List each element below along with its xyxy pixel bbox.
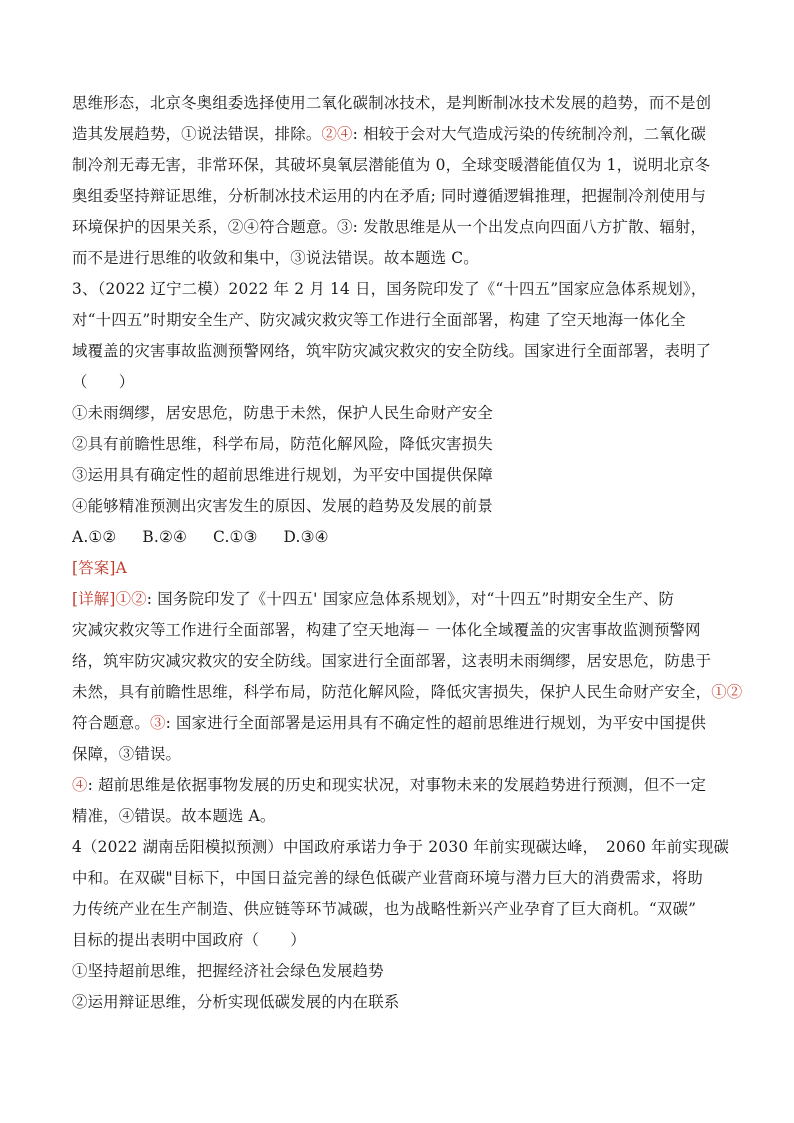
question-stem-line: 力传统产业在生产制造、供应链等环节减碳，也为战略性新兴产业孕育了巨大商机。“双碳” [72, 900, 697, 918]
option-item: ②运用辩证思维，分析实现低碳发展的内在联系 [72, 993, 400, 1011]
question-stem-line: （ ） [72, 373, 135, 391]
explanation-line: 制冷剂无毒无害，非常环保，其破坏臭氧层潜能值为 0，全球变暖潜能值仅为 1，说明北京冬 [72, 156, 711, 174]
document-page [72, 88, 743, 1018]
option-item: ④能够精准预测出灾害发生的原因、发展的趋势及发展的前景 [72, 497, 493, 515]
detail-line: [详解]①②: 国务院印发了《十四五' 国家应急体系规划》，对“十四五”时期安全生产、防 [72, 590, 675, 608]
explanation-line: 环境保护的因果关系，②④符合题意。③: 发散思维是从一个出发点向四面八方扩散、辐射， [72, 218, 707, 236]
question-4 [72, 832, 730, 1018]
choice-a: A.①② [72, 528, 117, 546]
option-item: ③运用具有确定性的超前思维进行规划，为平安中国提供保障 [72, 466, 493, 484]
answer-line [72, 553, 724, 584]
option-item: ①坚持超前思维，把握经济社会绿色发展趋势 [72, 962, 384, 980]
option-item: ①未雨绸缪，居安思危，防患于未然，保护人民生命财产安全 [72, 404, 493, 422]
explanation-line: 奥组委坚持辩证思维，分析制冰技术运用的内在矛盾; 同时遵循逻辑推理，把握制冷剂使用与 [72, 187, 707, 205]
detail-line: 络，筑牢防灾减灾救灾的安全防线。国家进行全面部署，这表明未雨绸缪，居安思危，防患于 [72, 652, 712, 670]
option-item: ②具有前瞻性思维，科学布局，防范化解风险，降低灾害损失 [72, 435, 493, 453]
answer-label: [答案] [72, 559, 116, 577]
answer-choices [72, 522, 724, 553]
question-stem-line: 目标的提出表明中国政府（ ） [72, 931, 306, 949]
question-stem-line: 域覆盖的灾害事故监测预警网络，筑牢防灾减灾救灾的安全防线。国家进行全面部署，表明了 [72, 342, 712, 360]
detail-line: 符合题意。③: 国家进行全面部署是运用具有不确定性的超前思维进行规划，为平安中国提供 [72, 714, 707, 732]
detail-explanation [72, 584, 743, 832]
question-3 [72, 274, 743, 832]
detail-line: 灾减灾救灾等工作进行全面部署，构建了空天地海－ 一体化全域覆盖的灾害事故监测预警网 [72, 621, 701, 639]
detail-line: 未然，具有前瞻性思维，科学布局，防范化解风险，降低灾害损失，保护人民生命财产安全，①② [72, 683, 743, 701]
previous-answer-explanation [72, 88, 724, 274]
choice-b: B.②④ [142, 528, 188, 546]
choice-d: D.③④ [283, 528, 329, 546]
explanation-line: 造其发展趋势，①说法错误，排除。②④: 相较于会对大气造成污染的传统制冷剂，二氧化碳 [72, 125, 707, 143]
question-stem-line: 3、（2022 辽宁二模）2022 年 2 月 14 日，国务院印发了《“十四五”国家应急体系规划》， [72, 280, 707, 298]
explanation-line: 思维形态，北京冬奥组委选择使用二氧化碳制冰技术，是判断制冰技术发展的趋势，而不是创 [72, 94, 712, 112]
question-stem-line: 4（2022 湖南岳阳模拟预测）中国政府承诺力争于 2030 年前实现碳达峰， 2060 年前实现碳 [72, 838, 730, 856]
choice-c: C.①③ [213, 528, 258, 546]
detail-line: ④: 超前思维是依据事物发展的历史和现实状况，对事物未来的发展趋势进行预测，但不一定 [72, 776, 707, 794]
explanation-line: 而不是进行思维的收敛和集中，③说法错误。故本题选 C。 [72, 249, 479, 267]
detail-line: 精准，④错误。故本题选 A。 [72, 807, 276, 825]
question-stem-line: 对“十四五”时期安全生产、防灾减灾救灾等工作进行全面部署，构建 了空天地海一体化全 [72, 311, 686, 329]
answer-value: A [115, 559, 127, 577]
question-stem-line: 中和。在双碳"目标下，中国日益完善的绿色低碳产业营商环境与潜力巨大的消费需求，将助 [72, 869, 703, 887]
detail-line: 保障，③错误。 [72, 745, 182, 763]
